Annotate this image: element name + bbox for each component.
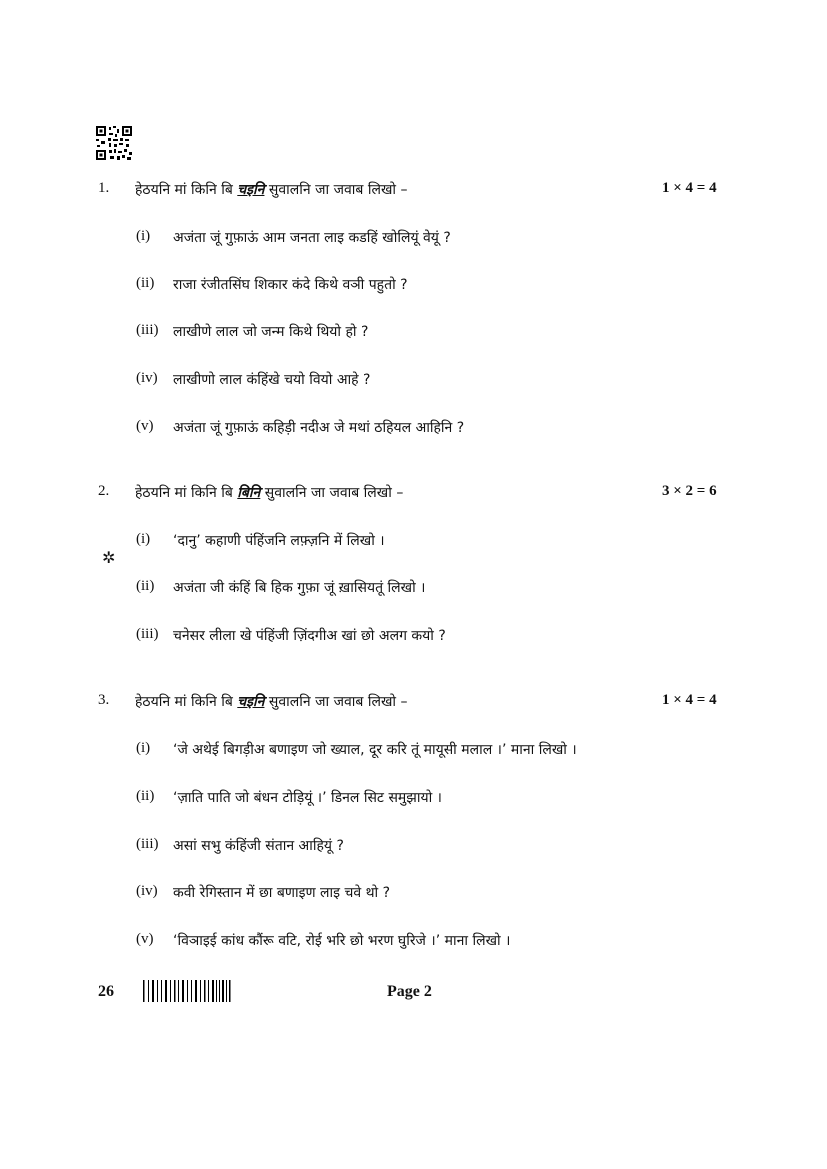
barcode	[143, 980, 231, 1002]
sub-question-text: ‘जे अथेई बिगड़ीअ बणाइण जो ख्याल, दूर करि तूं मायूसी मलाल ।’ माना लिखो ।	[173, 742, 577, 758]
sub-question	[0, 418, 827, 442]
sub-question-number: (i)	[136, 228, 151, 244]
paper-code: 26	[98, 983, 114, 1000]
sub-question	[0, 626, 827, 650]
question-number: 3.	[98, 692, 110, 708]
question-marks: 1 × 4 = 4	[662, 692, 717, 708]
sub-question-text: ‘ज़ाति पाति जो बंधन टोड़ियूं ।’ डिनल सिट समुझायो ।	[173, 790, 442, 806]
page-number: Page 2	[387, 983, 432, 1000]
question-marks: 1 × 4 = 4	[662, 180, 717, 196]
question-instruction	[135, 483, 403, 502]
instruction-suffix: सुवालनि जा जवाब लिखो –	[264, 485, 404, 501]
sub-question-text: चनेसर लीला खे पंहिंजी ज़िंदगीअ खां छो अलग कयो ?	[173, 628, 446, 644]
sub-question	[0, 322, 827, 346]
sub-question	[0, 788, 827, 812]
sub-question-number: (iv)	[136, 370, 158, 386]
sub-question-text: ‘दानु’ कहाणी पंहिंजनि लफ़्ज़नि में लिखो ।	[173, 533, 385, 549]
sub-question	[0, 578, 827, 602]
sub-question	[0, 931, 827, 955]
question-instruction	[135, 180, 407, 199]
sub-question-number: (iii)	[136, 626, 159, 642]
sub-question-number: (i)	[136, 531, 151, 547]
sub-question	[0, 228, 827, 252]
sub-question-text: ‘विञाइई कांध कौंरू वटि, रोई भरि छो भरण घुरिजे ।’ माना लिखो ।	[173, 933, 511, 949]
question-instruction	[135, 692, 407, 711]
sub-question-text: लाखीणो लाल कंहिंखे चयो वियो आहे ?	[173, 372, 371, 388]
sub-question-text: राजा रंजीतसिंघ शिकार कंदे किथे वञी पहुतो ?	[173, 277, 408, 293]
sub-question-number: (iii)	[136, 836, 159, 852]
sub-question-number: (ii)	[136, 578, 155, 594]
sub-question-text: असां सभु कंहिंजी संतान आहियूं ?	[173, 838, 344, 854]
sub-question	[0, 531, 827, 555]
instruction-prefix: हेठयनि मां किनि बि	[135, 485, 233, 501]
instruction-prefix: हेठयनि मां किनि बि	[135, 182, 233, 198]
sub-question-number: (iv)	[136, 883, 158, 899]
sub-question	[0, 883, 827, 907]
sub-question-text: कवी रेगिस्तान में छा बणाइण लाइ चवे थो ?	[173, 885, 391, 901]
sub-question-number: (ii)	[136, 788, 155, 804]
sub-question-text: लाखीणे लाल जो जन्म किथे थियो हो ?	[173, 324, 369, 340]
sub-question	[0, 740, 827, 764]
question-marks: 3 × 2 = 6	[662, 483, 717, 499]
question-number: 1.	[98, 180, 110, 196]
sub-question-text: अजंता जूं गुफ़ाऊं आम जनता लाइ कडहिं खोलियूं वेयूं ?	[173, 230, 451, 246]
sub-question-number: (v)	[136, 931, 154, 947]
sub-question-text: अजंता जूं गुफ़ाऊं कहिड़ी नदीअ जे मथां ठहियल आहिनि ?	[173, 420, 465, 436]
sub-question-number: (iii)	[136, 322, 159, 338]
instruction-emphasis: चइनि	[237, 182, 265, 198]
instruction-emphasis: बिनि	[237, 485, 261, 501]
sub-question	[0, 836, 827, 860]
sub-question	[0, 275, 827, 299]
sub-question	[0, 370, 827, 394]
instruction-suffix: सुवालनि जा जवाब लिखो –	[268, 182, 408, 198]
sub-question-number: (i)	[136, 740, 151, 756]
sub-question-number: (ii)	[136, 275, 155, 291]
question-number: 2.	[98, 483, 110, 499]
qr-code	[96, 126, 132, 160]
instruction-suffix: सुवालनि जा जवाब लिखो –	[268, 694, 408, 710]
instruction-emphasis: चइनि	[237, 694, 265, 710]
sub-question-number: (v)	[136, 418, 154, 434]
sub-question-text: अजंता जी कंहिं बि हिक गुफ़ा जूं ख़ासियतूं लिखो ।	[173, 580, 426, 596]
star-icon: ✲	[102, 548, 116, 567]
instruction-prefix: हेठयनि मां किनि बि	[135, 694, 233, 710]
